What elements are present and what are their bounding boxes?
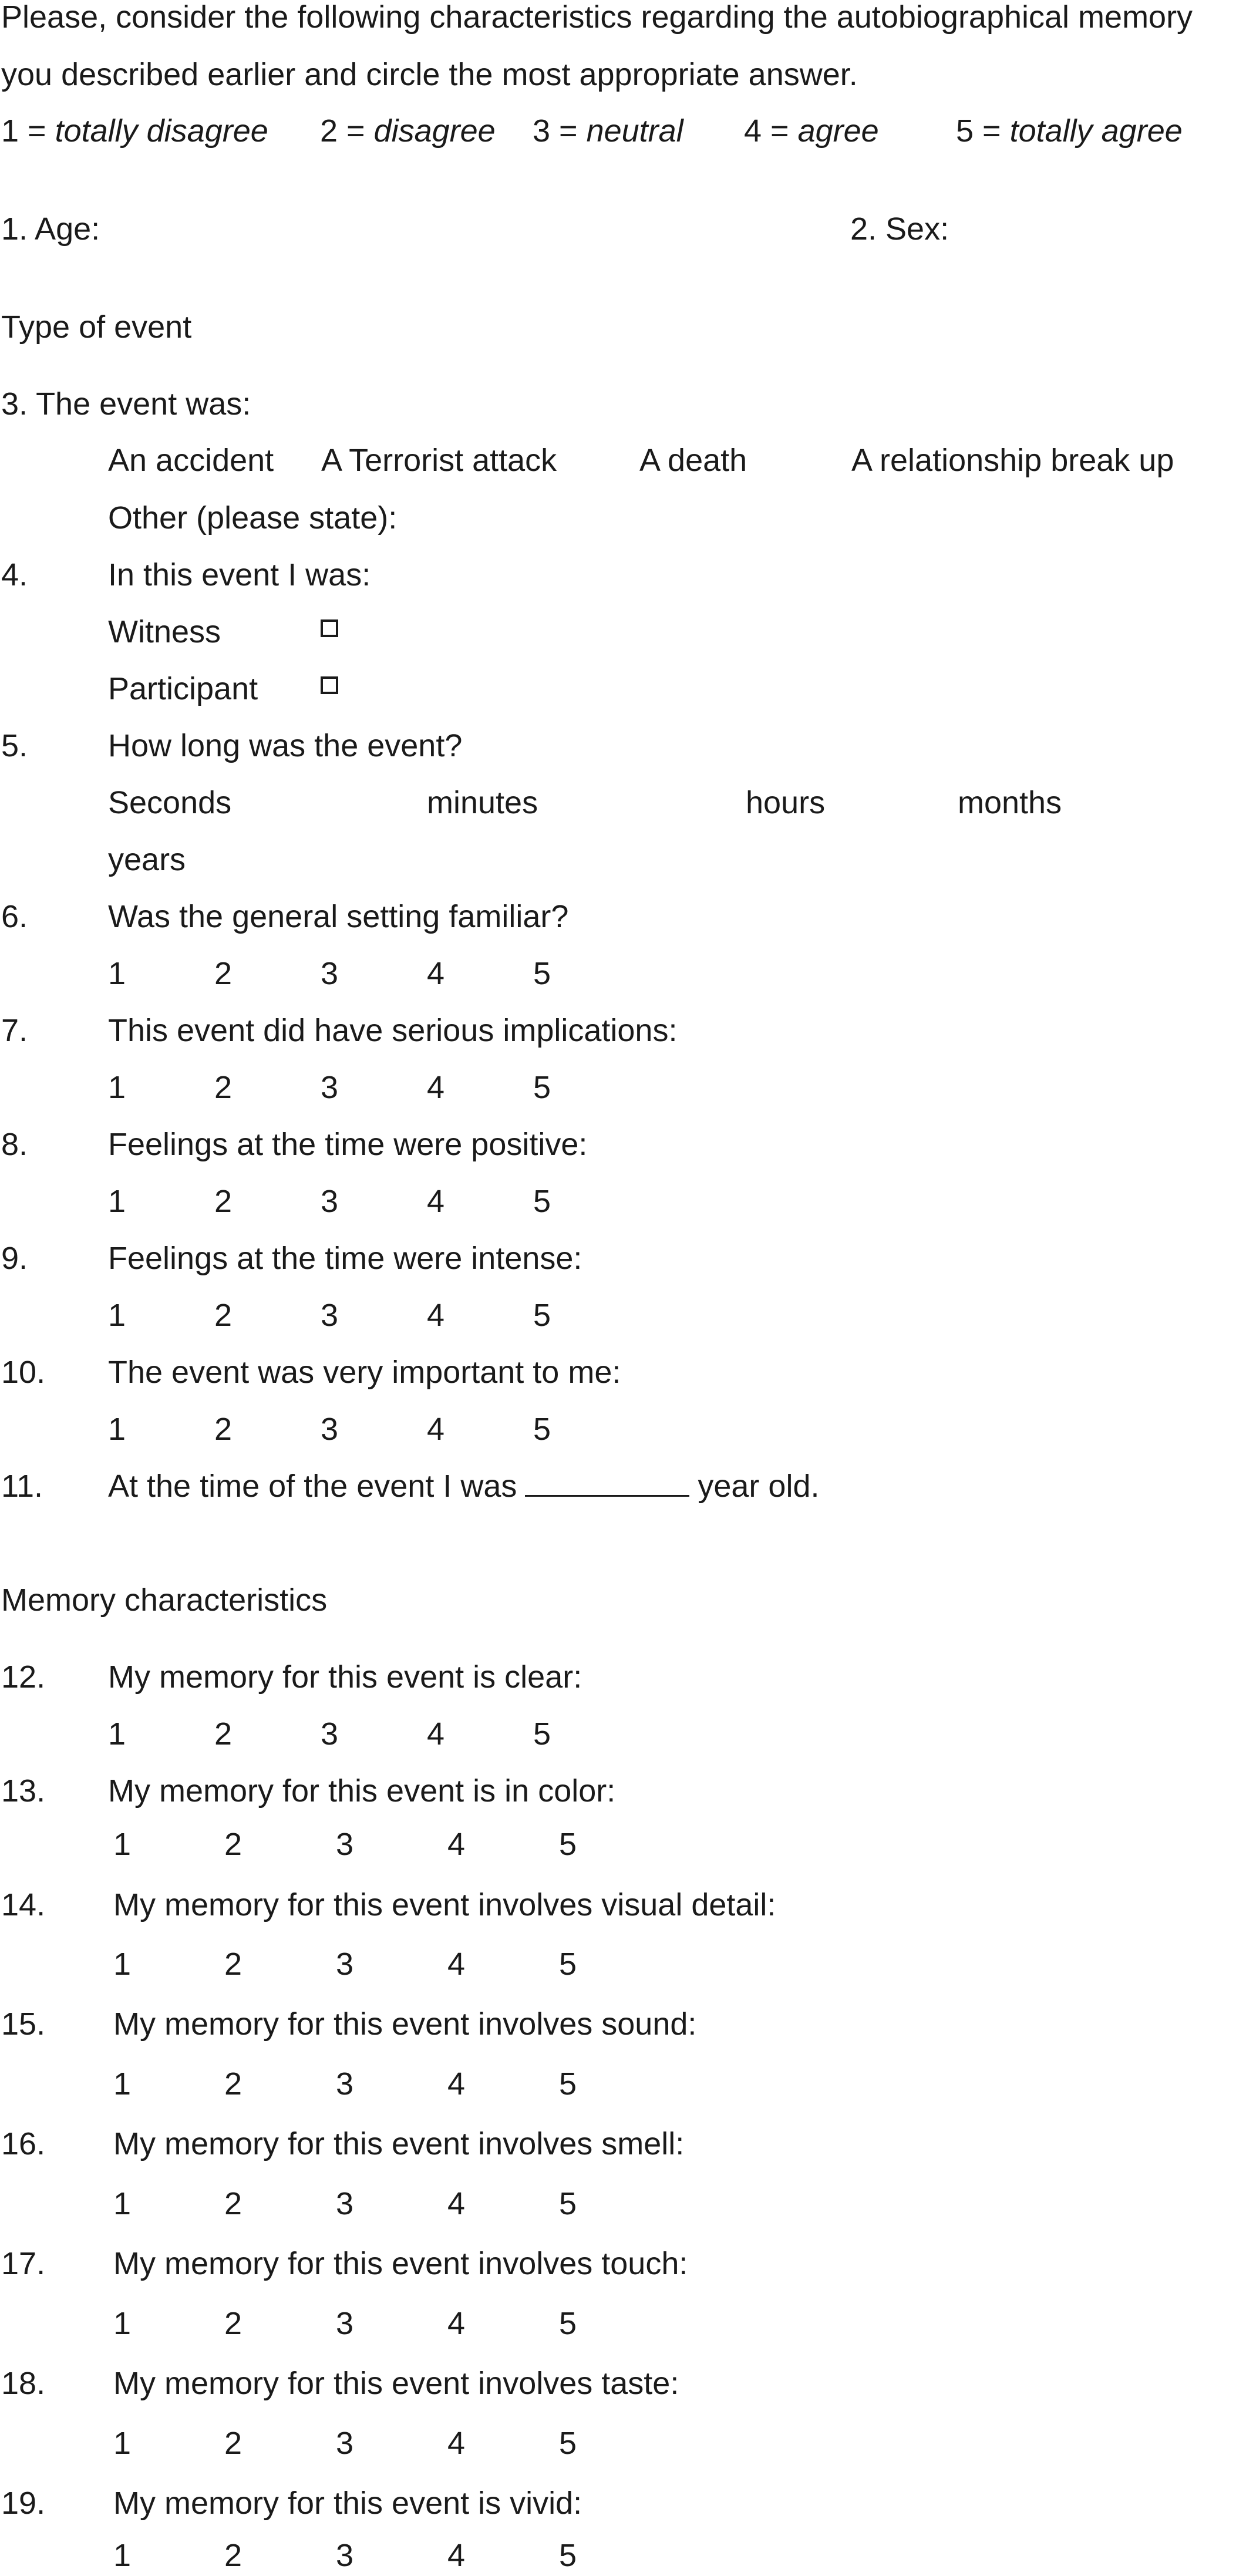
- rating-option-2[interactable]: 2: [224, 2306, 243, 2341]
- rating-option-1[interactable]: 1: [108, 956, 126, 991]
- question-text: Feelings at the time were positive:: [108, 1127, 588, 1162]
- q4-participant-label: Participant: [108, 671, 258, 706]
- rating-option-1[interactable]: 1: [108, 1412, 126, 1447]
- rating-option-4[interactable]: 4: [427, 1412, 445, 1447]
- question-text: My memory for this event is in color:: [108, 1773, 616, 1809]
- rating-option-4[interactable]: 4: [427, 1070, 445, 1105]
- rating-option-3[interactable]: 3: [336, 2186, 354, 2221]
- q4-witness-label: Witness: [108, 614, 221, 649]
- intro-line-2: you described earlier and circle the most appropriate answer.: [1, 57, 858, 92]
- intro-line-1: Please, consider the following characteristics regarding the autobiographical memory: [1, 0, 1193, 35]
- rating-option-2[interactable]: 2: [214, 1184, 233, 1219]
- sex-field: 2. Sex:: [850, 211, 949, 247]
- q5-option-seconds: Seconds: [108, 785, 232, 820]
- rating-option-4[interactable]: 4: [427, 1184, 445, 1219]
- q3-option-death: A death: [639, 443, 747, 478]
- q11-text: At the time of the event I was year old.: [108, 1469, 820, 1504]
- q5-number: 5.: [1, 728, 28, 763]
- question-number: 14.: [1, 1887, 46, 1922]
- rating-option-5[interactable]: 5: [533, 1070, 551, 1105]
- rating-option-5[interactable]: 5: [559, 2538, 577, 2573]
- rating-option-3[interactable]: 3: [321, 1184, 339, 1219]
- rating-option-3[interactable]: 3: [321, 1716, 339, 1752]
- q5-text: How long was the event?: [108, 728, 463, 763]
- rating-option-3[interactable]: 3: [336, 2538, 354, 2573]
- q5-option-years: years: [108, 842, 186, 877]
- rating-option-2[interactable]: 2: [224, 1827, 243, 1862]
- rating-option-2[interactable]: 2: [214, 1412, 233, 1447]
- rating-option-3[interactable]: 3: [321, 1070, 339, 1105]
- rating-option-5[interactable]: 5: [559, 2066, 577, 2102]
- rating-option-3[interactable]: 3: [336, 2066, 354, 2102]
- q3-option-terrorist: A Terrorist attack: [321, 443, 557, 478]
- question-text: My memory for this event is clear:: [108, 1659, 582, 1695]
- scale-1: 1 = totally disagree: [1, 113, 268, 149]
- rating-option-3[interactable]: 3: [336, 2306, 354, 2341]
- rating-option-1[interactable]: 1: [108, 1716, 126, 1752]
- question-number: 7.: [1, 1013, 28, 1048]
- q5-option-minutes: minutes: [427, 785, 538, 820]
- question-text: My memory for this event involves visual detail:: [113, 1887, 776, 1922]
- question-text: Was the general setting familiar?: [108, 899, 569, 934]
- rating-option-3[interactable]: 3: [321, 956, 339, 991]
- question-text: This event did have serious implications:: [108, 1013, 678, 1048]
- rating-option-1[interactable]: 1: [113, 2186, 132, 2221]
- question-number: 16.: [1, 2126, 46, 2161]
- rating-option-5[interactable]: 5: [559, 1947, 577, 1982]
- rating-option-5[interactable]: 5: [533, 956, 551, 991]
- rating-option-4[interactable]: 4: [447, 1827, 466, 1862]
- rating-option-1[interactable]: 1: [113, 2538, 132, 2573]
- question-text: The event was very important to me:: [108, 1355, 621, 1390]
- question-number: 6.: [1, 899, 28, 934]
- section-type-of-event: Type of event: [1, 309, 192, 345]
- question-number: 13.: [1, 1773, 46, 1809]
- rating-option-4[interactable]: 4: [447, 2538, 466, 2573]
- rating-option-1[interactable]: 1: [108, 1298, 126, 1333]
- q5-option-hours: hours: [746, 785, 826, 820]
- rating-option-5[interactable]: 5: [533, 1716, 551, 1752]
- rating-option-2[interactable]: 2: [224, 2186, 243, 2221]
- q3-option-accident: An accident: [108, 443, 274, 478]
- rating-option-2[interactable]: 2: [224, 2066, 243, 2102]
- q3-text: 3. The event was:: [1, 386, 251, 422]
- rating-option-4[interactable]: 4: [427, 1716, 445, 1752]
- rating-option-3[interactable]: 3: [336, 2426, 354, 2461]
- q4-number: 4.: [1, 557, 28, 592]
- q5-option-months: months: [958, 785, 1062, 820]
- rating-option-4[interactable]: 4: [447, 2426, 466, 2461]
- scale-3: 3 = neutral: [533, 113, 683, 149]
- question-text: My memory for this event involves taste:: [113, 2366, 679, 2401]
- age-at-event-blank[interactable]: [525, 1495, 689, 1497]
- participant-checkbox[interactable]: [321, 676, 338, 694]
- rating-option-5[interactable]: 5: [533, 1412, 551, 1447]
- rating-option-1[interactable]: 1: [113, 1947, 132, 1982]
- rating-option-1[interactable]: 1: [113, 2306, 132, 2341]
- rating-option-2[interactable]: 2: [214, 1298, 233, 1333]
- rating-option-2[interactable]: 2: [214, 1070, 233, 1105]
- question-number: 15.: [1, 2006, 46, 2042]
- question-text: Feelings at the time were intense:: [108, 1241, 582, 1276]
- section-memory-characteristics: Memory characteristics: [1, 1582, 328, 1618]
- question-number: 19.: [1, 2486, 46, 2521]
- witness-checkbox[interactable]: [321, 619, 338, 637]
- rating-option-4[interactable]: 4: [447, 2066, 466, 2102]
- rating-option-5[interactable]: 5: [559, 2306, 577, 2341]
- question-text: My memory for this event involves smell:: [113, 2126, 685, 2161]
- question-number: 12.: [1, 1659, 46, 1695]
- rating-option-5[interactable]: 5: [559, 2426, 577, 2461]
- rating-option-4[interactable]: 4: [427, 956, 445, 991]
- rating-option-3[interactable]: 3: [321, 1298, 339, 1333]
- scale-2: 2 = disagree: [320, 113, 496, 149]
- rating-option-3[interactable]: 3: [321, 1412, 339, 1447]
- rating-option-1[interactable]: 1: [113, 1827, 132, 1862]
- q11-number: 11.: [1, 1469, 43, 1504]
- question-number: 17.: [1, 2246, 46, 2281]
- question-text: My memory for this event is vivid:: [113, 2486, 582, 2521]
- rating-option-3[interactable]: 3: [336, 1947, 354, 1982]
- rating-option-4[interactable]: 4: [427, 1298, 445, 1333]
- rating-option-3[interactable]: 3: [336, 1827, 354, 1862]
- rating-option-5[interactable]: 5: [559, 2186, 577, 2221]
- rating-option-5[interactable]: 5: [533, 1184, 551, 1219]
- q3-other: Other (please state):: [108, 500, 398, 536]
- rating-option-2[interactable]: 2: [214, 956, 233, 991]
- rating-option-2[interactable]: 2: [214, 1716, 233, 1752]
- scale-5: 5 = totally agree: [956, 113, 1183, 149]
- scale-4: 4 = agree: [744, 113, 879, 149]
- rating-option-1[interactable]: 1: [108, 1070, 126, 1105]
- rating-option-1[interactable]: 1: [113, 2426, 132, 2461]
- q3-option-breakup: A relationship break up: [851, 443, 1174, 478]
- age-field: 1. Age:: [1, 211, 100, 247]
- rating-option-5[interactable]: 5: [533, 1298, 551, 1333]
- rating-option-4[interactable]: 4: [447, 2186, 466, 2221]
- rating-option-1[interactable]: 1: [108, 1184, 126, 1219]
- question-number: 9.: [1, 1241, 28, 1276]
- question-number: 18.: [1, 2366, 46, 2401]
- rating-option-5[interactable]: 5: [559, 1827, 577, 1862]
- rating-option-4[interactable]: 4: [447, 1947, 466, 1982]
- rating-option-2[interactable]: 2: [224, 2426, 243, 2461]
- question-number: 10.: [1, 1355, 46, 1390]
- rating-option-1[interactable]: 1: [113, 2066, 132, 2102]
- question-text: My memory for this event involves sound:: [113, 2006, 697, 2042]
- question-number: 8.: [1, 1127, 28, 1162]
- rating-option-2[interactable]: 2: [224, 2538, 243, 2573]
- q4-text: In this event I was:: [108, 557, 371, 592]
- rating-option-4[interactable]: 4: [447, 2306, 466, 2341]
- question-text: My memory for this event involves touch:: [113, 2246, 688, 2281]
- rating-option-2[interactable]: 2: [224, 1947, 243, 1982]
